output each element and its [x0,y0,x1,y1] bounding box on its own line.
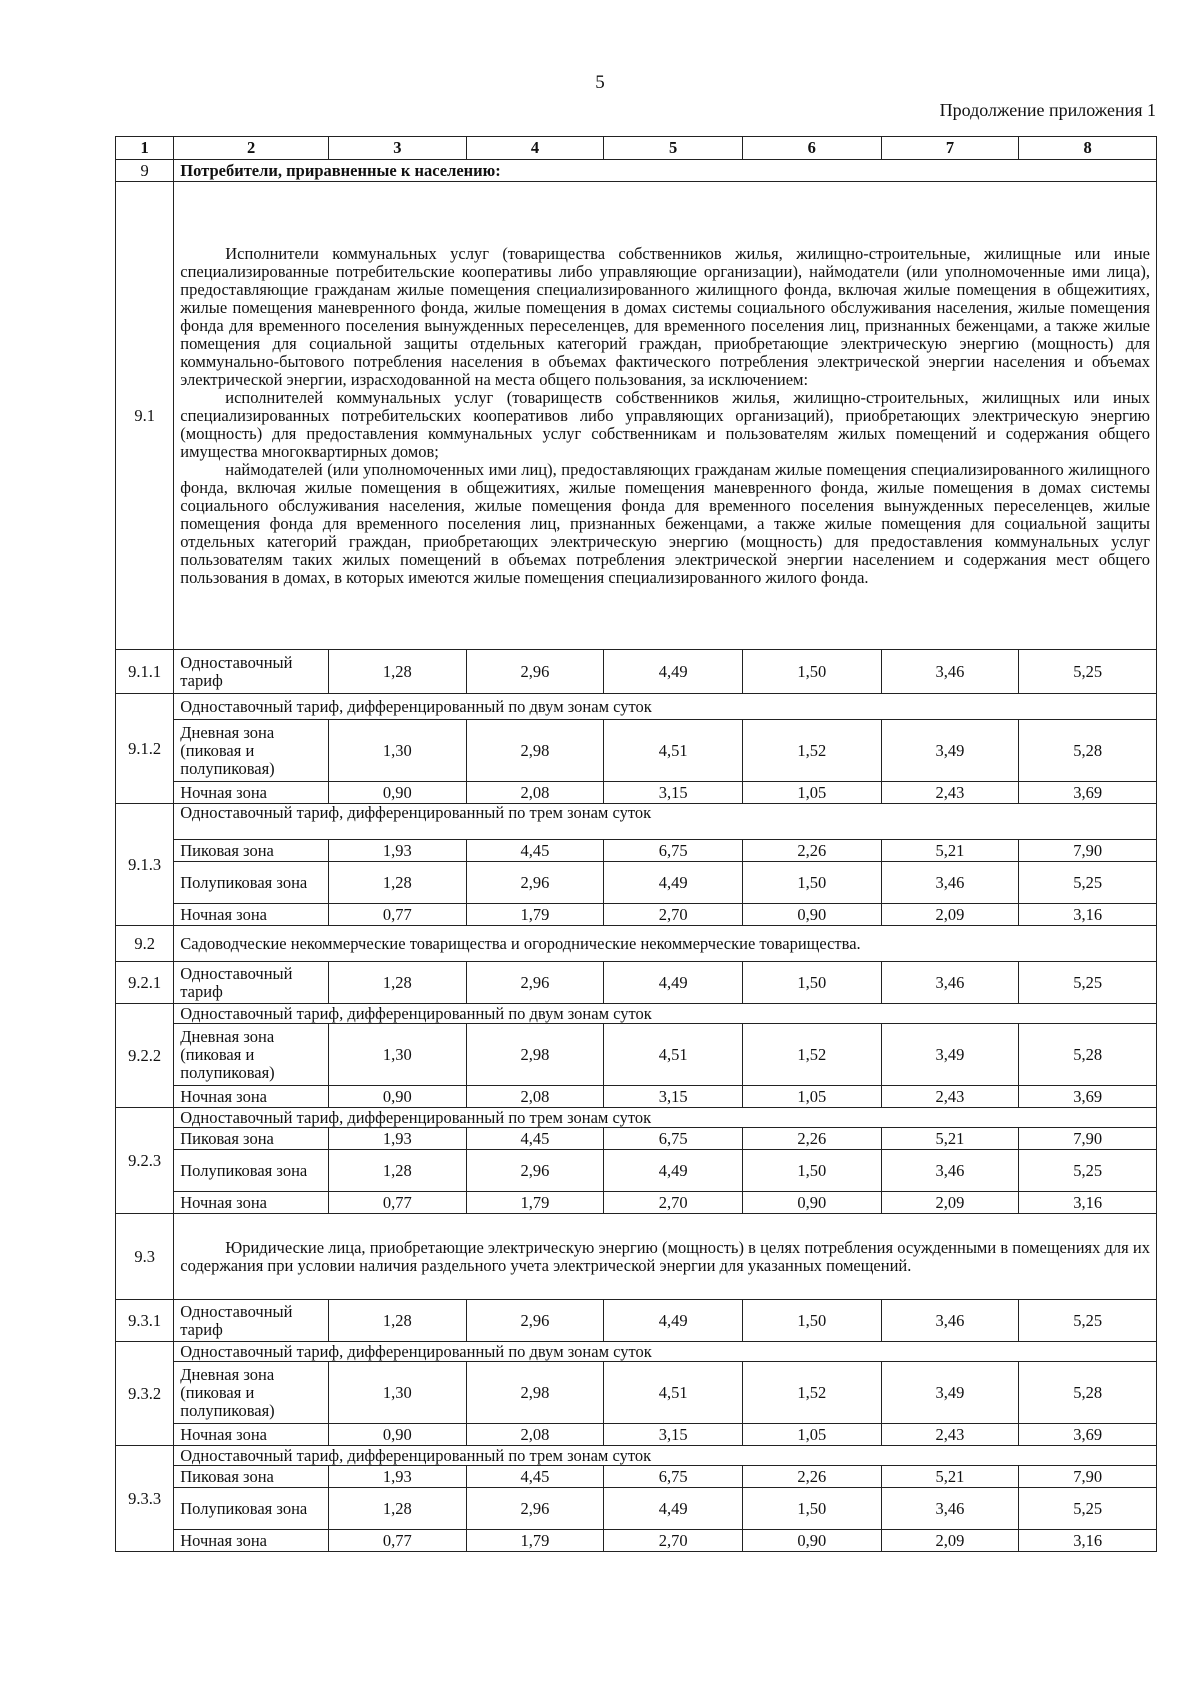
value-cell: 1,50 [742,650,881,694]
value-cell: 6,75 [604,1128,743,1150]
table-row [116,1466,1157,1488]
value-cell: 1,50 [742,862,881,904]
tariff-label: Полупиковая зона [174,1150,329,1192]
value-cell: 0,77 [329,1530,467,1552]
value-cell: 1,28 [329,962,467,1004]
value-cell: 6,75 [604,840,743,862]
value-cell: 3,69 [1019,1424,1157,1446]
value-cell: 1,50 [742,1150,881,1192]
value-cell: 2,09 [881,1192,1019,1214]
value-cell: 2,96 [466,962,604,1004]
tariff-label: Одноставочный тариф [174,1300,329,1342]
value-cell: 3,16 [1019,1530,1157,1552]
value-cell: 4,51 [604,720,743,782]
value-cell: 1,79 [466,904,604,926]
row-number: 9.2.1 [116,962,174,1004]
value-cell: 0,90 [742,1530,881,1552]
value-cell: 7,90 [1019,1128,1157,1150]
row-number: 9.3.3 [116,1446,174,1552]
value-cell: 7,90 [1019,840,1157,862]
table-row [116,862,1157,904]
value-cell: 5,25 [1019,1150,1157,1192]
value-cell: 1,28 [329,650,467,694]
value-cell: 4,51 [604,1362,743,1424]
header-cell: 7 [881,137,1019,160]
table-row [116,182,1157,650]
value-cell: 3,15 [604,1086,743,1108]
value-cell: 2,96 [466,862,604,904]
row-number: 9.1.1 [116,650,174,694]
value-cell: 2,26 [742,1466,881,1488]
value-cell: 4,49 [604,1150,743,1192]
table-row [116,1192,1157,1214]
value-cell: 6,75 [604,1466,743,1488]
table-row [116,1362,1157,1424]
header-cell: 5 [604,137,743,160]
row-number: 9.1 [116,182,174,650]
header-cell: 6 [742,137,881,160]
paragraph: Юридические лица, приобретающие электрическую энергию (мощность) в целях потребления осужденными в помещениях для их содержания при условии наличия раздельного учета электрической энергии для указанных помещений. [180,1237,1150,1275]
value-cell: 5,25 [1019,1300,1157,1342]
tariff-label: Дневная зона (пиковая и полупиковая) [174,1362,329,1424]
value-cell: 1,28 [329,1300,467,1342]
value-cell: 1,05 [742,1424,881,1446]
value-cell: 1,79 [466,1530,604,1552]
value-cell: 1,28 [329,862,467,904]
value-cell: 4,45 [466,1128,604,1150]
table-row [116,804,1157,840]
table-row [116,962,1157,1004]
table-row [116,1424,1157,1446]
page-number: 5 [595,72,605,93]
value-cell: 2,96 [466,1150,604,1192]
table-row [116,650,1157,694]
tariff-label: Ночная зона [174,1086,329,1108]
table-row [116,1214,1157,1300]
section-title: Потребители, приравненные к населению: [174,160,1157,182]
table-row [116,1128,1157,1150]
value-cell: 3,46 [881,650,1019,694]
value-cell: 2,26 [742,840,881,862]
value-cell: 3,46 [881,862,1019,904]
paragraph: Исполнители коммунальных услуг (товарищества собственников жилья, жилищно-строительные, жилищные или иные специализированные потребительские кооперативы либо управляющие организации), наймодатели (или уполномоченные ими лица), предоставляющие гражданам жилые помещения специализированного жилищного фонда, включая жилые помещения в общежитиях, жилые помещения маневренного фонда, жилые помещения в домах системы социального обслуживания населения, жилые помещения фонда для временного поселения вынужденных переселенцев, для временного поселения лиц, признанных беженцами, а также жилые помещения для социальной защиты отдельных категорий граждан, приобретающие электрическую энергию (мощность) для коммунально-бытового потребления населения в объемах фактического потребления электрической энергии населения и объемах электрической энергии, израсходованной на места общего пользования, за исключением: [180,243,1150,389]
section-text [174,1214,1157,1300]
value-cell: 1,93 [329,1466,467,1488]
value-cell: 1,50 [742,962,881,1004]
value-cell: 1,05 [742,1086,881,1108]
value-cell: 1,30 [329,720,467,782]
value-cell: 1,28 [329,1150,467,1192]
value-cell: 4,51 [604,1024,743,1086]
value-cell: 5,21 [881,1128,1019,1150]
value-cell: 3,16 [1019,904,1157,926]
row-number: 9.3 [116,1214,174,1300]
table-row [116,1488,1157,1530]
tariff-label: Пиковая зона [174,1466,329,1488]
subsection-caption: Одноставочный тариф, дифференцированный по трем зонам суток [174,1446,1157,1466]
value-cell: 3,69 [1019,1086,1157,1108]
value-cell: 2,09 [881,1530,1019,1552]
row-number: 9.1.2 [116,694,174,804]
subsection-caption: Одноставочный тариф, дифференцированный по трем зонам суток [174,1108,1157,1128]
row-number: 9.2.2 [116,1004,174,1108]
value-cell: 3,49 [881,1024,1019,1086]
value-cell: 1,28 [329,1488,467,1530]
value-cell: 0,77 [329,904,467,926]
table-row [116,1024,1157,1086]
value-cell: 4,49 [604,650,743,694]
table-row [116,904,1157,926]
value-cell: 0,90 [329,1424,467,1446]
value-cell: 5,25 [1019,650,1157,694]
value-cell: 5,28 [1019,720,1157,782]
value-cell: 1,93 [329,1128,467,1150]
table-row [116,1530,1157,1552]
table-row [116,1108,1157,1128]
subsection-caption: Одноставочный тариф, дифференцированный по двум зонам суток [174,694,1157,720]
value-cell: 2,08 [466,782,604,804]
table-row [116,1150,1157,1192]
value-cell: 2,43 [881,1086,1019,1108]
value-cell: 2,26 [742,1128,881,1150]
value-cell: 2,96 [466,1300,604,1342]
tariff-table [115,136,1157,1552]
tariff-label: Полупиковая зона [174,862,329,904]
table-row [116,720,1157,782]
value-cell: 2,08 [466,1424,604,1446]
table-row [116,1300,1157,1342]
continuation-label: Продолжение приложения 1 [939,100,1156,120]
header-cell: 8 [1019,137,1157,160]
value-cell: 1,30 [329,1362,467,1424]
row-number: 9.3.1 [116,1300,174,1342]
value-cell: 0,90 [742,904,881,926]
tariff-label: Дневная зона (пиковая и полупиковая) [174,1024,329,1086]
header-cell: 2 [174,137,329,160]
value-cell: 2,98 [466,1362,604,1424]
row-number: 9 [116,160,174,182]
value-cell: 4,45 [466,840,604,862]
value-cell: 4,49 [604,1488,743,1530]
value-cell: 1,50 [742,1488,881,1530]
table-row [116,926,1157,962]
value-cell: 3,46 [881,1300,1019,1342]
value-cell: 3,46 [881,962,1019,1004]
value-cell: 2,70 [604,1192,743,1214]
value-cell: 1,79 [466,1192,604,1214]
value-cell: 2,98 [466,720,604,782]
tariff-label: Одноставочный тариф [174,962,329,1004]
row-number: 9.2 [116,926,174,962]
value-cell: 4,45 [466,1466,604,1488]
header-cell: 4 [466,137,604,160]
tariff-label: Дневная зона (пиковая и полупиковая) [174,720,329,782]
value-cell: 3,49 [881,720,1019,782]
value-cell: 5,25 [1019,962,1157,1004]
value-cell: 2,96 [466,650,604,694]
value-cell: 4,49 [604,962,743,1004]
value-cell: 3,49 [881,1362,1019,1424]
value-cell: 5,28 [1019,1024,1157,1086]
tariff-label: Ночная зона [174,1192,329,1214]
header-row [116,137,1157,160]
table-row [116,160,1157,182]
value-cell: 0,90 [329,1086,467,1108]
table-row [116,1086,1157,1108]
subsection-caption: Одноставочный тариф, дифференцированный по трем зонам суток [174,804,1157,840]
tariff-label: Пиковая зона [174,840,329,862]
value-cell: 5,25 [1019,1488,1157,1530]
value-cell: 3,15 [604,1424,743,1446]
subsection-caption: Одноставочный тариф, дифференцированный по двум зонам суток [174,1004,1157,1024]
value-cell: 4,49 [604,862,743,904]
value-cell: 3,46 [881,1150,1019,1192]
value-cell: 3,15 [604,782,743,804]
value-cell: 2,96 [466,1488,604,1530]
value-cell: 1,52 [742,1362,881,1424]
value-cell: 2,70 [604,904,743,926]
row-number: 9.3.2 [116,1342,174,1446]
value-cell: 1,93 [329,840,467,862]
value-cell: 5,28 [1019,1362,1157,1424]
value-cell: 1,50 [742,1300,881,1342]
value-cell: 3,69 [1019,782,1157,804]
row-number: 9.2.3 [116,1108,174,1214]
value-cell: 5,21 [881,840,1019,862]
value-cell: 3,46 [881,1488,1019,1530]
value-cell: 2,08 [466,1086,604,1108]
table-row [116,1446,1157,1466]
tariff-label: Ночная зона [174,904,329,926]
value-cell: 0,90 [329,782,467,804]
value-cell: 2,43 [881,782,1019,804]
table-row [116,782,1157,804]
section-text [174,182,1157,650]
header-cell: 1 [116,137,174,160]
paragraph: наймодателей (или уполномоченных ими лиц), предоставляющих гражданам жилые помещения специализированного жилищного фонда, включая жилые помещения в общежитиях, жилые помещения маневренного фонда, жилые помещения в домах системы социального обслуживания населения, жилые помещения фонда для временного поселения вынужденных переселенцев, жилые помещения фонда для временного поселения лиц, признанных беженцами, а также жилые помещения для социальной защиты отдельных категорий граждан, приобретающих электрическую энергию (мощность) для предоставления коммунальных услуг пользователям таких жилых помещений в объемах потребления электрической энергии населением и содержания мест общего пользования в домах, в которых имеются жилые помещения специализированного жилого фонда. [180,459,1150,587]
tariff-label: Ночная зона [174,1530,329,1552]
tariff-label: Ночная зона [174,782,329,804]
table-row [116,840,1157,862]
value-cell: 1,30 [329,1024,467,1086]
section-text: Садоводческие некоммерческие товарищества и огороднические некоммерческие товарищества. [174,926,1157,962]
value-cell: 1,05 [742,782,881,804]
table-row [116,1342,1157,1362]
subsection-caption: Одноставочный тариф, дифференцированный по двум зонам суток [174,1342,1157,1362]
value-cell: 2,43 [881,1424,1019,1446]
value-cell: 0,90 [742,1192,881,1214]
tariff-label: Одноставочный тариф [174,650,329,694]
value-cell: 5,21 [881,1466,1019,1488]
header-cell: 3 [329,137,467,160]
tariff-label: Полупиковая зона [174,1488,329,1530]
value-cell: 2,09 [881,904,1019,926]
tariff-label: Пиковая зона [174,1128,329,1150]
paragraph: исполнителей коммунальных услуг (товариществ собственников жилья, жилищно-строительных, жилищных или иных специализированных потребительских кооперативов либо управляющих организаций), приобретающих электрическую энергию (мощность) для предоставления коммунальных услуг собственникам и пользователям жилых помещений и содержания общего имущества многоквартирных домов; [180,387,1150,461]
value-cell: 3,16 [1019,1192,1157,1214]
table-row [116,694,1157,720]
value-cell: 2,70 [604,1530,743,1552]
value-cell: 1,52 [742,1024,881,1086]
value-cell: 1,52 [742,720,881,782]
tariff-label: Ночная зона [174,1424,329,1446]
table-row [116,1004,1157,1024]
value-cell: 7,90 [1019,1466,1157,1488]
value-cell: 5,25 [1019,862,1157,904]
row-number: 9.1.3 [116,804,174,926]
value-cell: 4,49 [604,1300,743,1342]
value-cell: 2,98 [466,1024,604,1086]
value-cell: 0,77 [329,1192,467,1214]
